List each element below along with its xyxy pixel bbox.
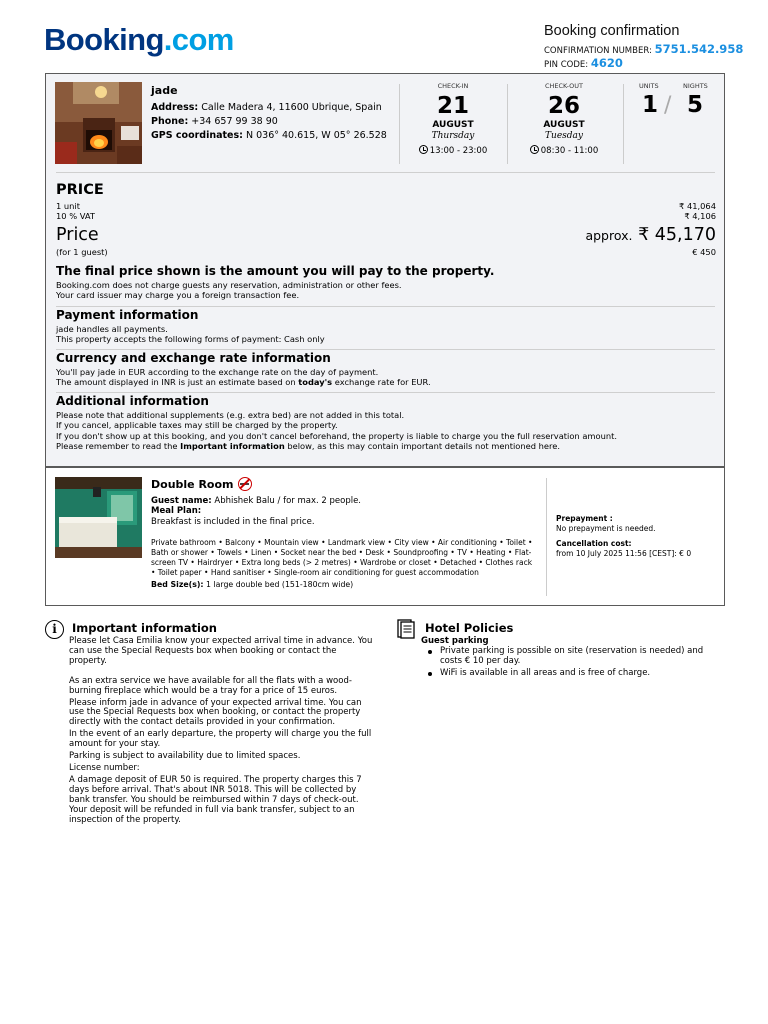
currency-text: The amount displayed in INR is just an estimate based on xyxy=(56,377,299,388)
currency-section xyxy=(56,351,716,388)
final-price-heading: The final price shown is the amount you will pay to the property. xyxy=(56,263,495,278)
prepayment-value: No prepayment is needed. xyxy=(556,523,656,533)
checkout-day: 26 xyxy=(547,93,580,119)
currency-text: exchange rate for EUR. xyxy=(332,377,431,388)
prepayment-label: Prepayment : xyxy=(556,514,613,523)
divider xyxy=(507,84,508,164)
address-label: Address: xyxy=(151,102,199,113)
total-price xyxy=(585,225,716,245)
hotel-gps xyxy=(151,129,391,143)
checkout-month: AUGUST xyxy=(543,120,585,130)
currency-line xyxy=(56,377,716,387)
important-paragraph: As an extra service we have available for all the flats with a wood-burning fireplace which would be a tray for a price of 15 euros. xyxy=(69,675,352,696)
guest-parking-heading: Guest parking xyxy=(421,636,489,646)
important-paragraph: A damage deposit of EUR 50 is required. The property charges this 7 days before arrival. That's about INR 5018. This will be collected by bank transfer. You should be reimbursed within 7 days of check-out. Your deposit will be refunded in full via bank transfer, subject to an inspection of the property. xyxy=(69,774,362,825)
payment-section xyxy=(56,308,716,345)
important-paragraph: In the event of an early departure, the property will charge you the full amount for your stay. xyxy=(69,729,372,750)
meal-plan-value: Breakfast is included in the final price. xyxy=(151,516,315,527)
checkout-label: CHECK-OUT xyxy=(544,82,584,90)
property-summary-box xyxy=(45,73,725,467)
list-item: WiFi is available in all areas and is free of charge. xyxy=(421,669,726,679)
additional-text: Please remember to read the xyxy=(56,440,181,451)
room-photo xyxy=(55,477,142,558)
price-section xyxy=(56,182,716,300)
guests-row xyxy=(56,247,716,257)
divider xyxy=(56,349,715,350)
pin-label: PIN CODE: xyxy=(544,60,589,70)
gps-label: GPS coordinates: xyxy=(151,130,243,141)
hotel-policies-title: Hotel Policies xyxy=(425,621,514,635)
phone-label: Phone: xyxy=(151,116,189,127)
unit-row xyxy=(56,201,716,211)
logo-suffix: .com xyxy=(163,22,234,57)
confirmation-number: 5751.542.958 xyxy=(654,42,744,56)
important-info-title: Important information xyxy=(72,621,217,635)
confirmation-block xyxy=(544,23,744,70)
room-facilities: Private bathroom • Balcony • Mountain view • Landmark view • City view • Air conditioning • Toilet • Bath or shower • Towels • Linen • Socket near the bed • Desk • Soundproofing • TV • Heating • Flat-screen TV • Hairdryer • Extra long beds (> 2 metres) • Wardrobe or closet • Detached • Clothes rack • Toilet paper • Hand sanitiser • Single-room air conditioning for guest accommodation xyxy=(151,538,533,577)
hotel-photo xyxy=(55,82,142,164)
important-info-text xyxy=(69,637,374,825)
additional-line: If you cancel, applicable taxes may still be charged by the property. xyxy=(56,420,338,431)
total-price-row xyxy=(56,225,716,245)
checkout-time xyxy=(511,145,617,156)
currency-heading: Currency and exchange rate information xyxy=(56,351,331,365)
additional-line: Please note that additional supplements (e.g. extra bed) are not added in this total. xyxy=(56,410,405,420)
checkin-label: CHECK-IN xyxy=(437,82,469,90)
unit-label: 1 unit xyxy=(56,201,80,211)
meal-plan-label xyxy=(151,506,536,516)
document-icon xyxy=(397,619,415,639)
phone-value: +34 657 99 38 90 xyxy=(191,116,278,127)
checkin-time-value: 13:00 - 23:00 xyxy=(429,146,488,156)
pin-code-line xyxy=(544,56,744,70)
bed-size-label: Bed Size(s): xyxy=(151,580,204,590)
checkout-block xyxy=(511,82,617,156)
final-price-line: Your card issuer may charge you a foreign transaction fee. xyxy=(56,290,300,301)
additional-text: below, as this may contain important details not mentioned here. xyxy=(284,440,560,451)
divider xyxy=(56,392,715,393)
clock-icon xyxy=(419,145,428,154)
price-heading: PRICE xyxy=(56,182,104,198)
unit-amount: ₹ 41,064 xyxy=(679,201,716,211)
separator-slash: / xyxy=(664,93,672,118)
room-payment-terms xyxy=(556,514,716,558)
logo-main: Booking xyxy=(44,22,164,57)
pin-code: 4620 xyxy=(590,56,623,70)
policies-list xyxy=(421,647,726,679)
guests-label: (for 1 guest) xyxy=(56,246,108,257)
additional-heading: Additional information xyxy=(56,394,209,408)
important-paragraph: License number: xyxy=(69,762,140,773)
additional-line xyxy=(56,441,716,451)
room-title-text: Double Room xyxy=(151,478,234,491)
vat-label: 10 % VAT xyxy=(56,211,95,222)
additional-bold: Important information xyxy=(180,440,285,451)
important-paragraph: Please inform jade in advance of your expected arrival time. You can use the Special Requests box when booking, or contact the property directly with the contact details provided in your confirmation. xyxy=(69,697,362,728)
divider xyxy=(56,306,715,307)
meal-plan-label-text: Meal Plan: xyxy=(151,506,202,517)
additional-section xyxy=(56,394,716,451)
divider xyxy=(546,478,547,596)
room-title xyxy=(151,477,536,491)
units-label: UNITS xyxy=(639,82,659,90)
cancellation-value: from 10 July 2025 11:56 [CEST]: € 0 xyxy=(556,548,692,558)
currency-line: You'll pay jade in EUR according to the exchange rate on the day of payment. xyxy=(56,367,379,377)
units-value: 1 xyxy=(642,92,659,118)
clock-icon xyxy=(530,145,539,154)
payment-line: jade handles all payments. xyxy=(56,324,168,334)
total-price-label: Price xyxy=(56,224,99,245)
checkin-time xyxy=(400,145,506,156)
payment-line: This property accepts the following forms of payment: Cash only xyxy=(56,334,325,345)
confirmation-number-line xyxy=(544,42,744,56)
hotel-address xyxy=(151,101,391,115)
guest-name xyxy=(151,496,536,506)
nights-label: NIGHTS xyxy=(683,82,708,90)
divider xyxy=(623,84,624,164)
no-smoking-icon xyxy=(238,477,252,491)
info-icon: i xyxy=(45,620,64,639)
total-price-amount: ₹ 45,170 xyxy=(638,224,716,245)
checkout-weekday: Tuesday xyxy=(545,131,583,141)
eur-amount: € 450 xyxy=(692,246,716,257)
checkin-block xyxy=(400,82,506,156)
checkin-weekday: Thursday xyxy=(431,131,475,141)
approx-label: approx. xyxy=(585,227,633,243)
vat-amount: ₹ 4,106 xyxy=(684,211,716,222)
page-title: Booking confirmation xyxy=(544,23,680,39)
units-nights-values xyxy=(636,92,726,122)
final-price-line: Booking.com does not charge guests any reservation, administration or other fees. xyxy=(56,279,402,290)
guest-name-label: Guest name: xyxy=(151,496,212,506)
bed-size xyxy=(151,580,536,590)
divider xyxy=(56,172,715,173)
guest-name-value: Abhishek Balu / for max. 2 people. xyxy=(214,496,362,506)
important-paragraph: Please let Casa Emilia know your expected arrival time in advance. You can use the Special Requests box when booking or contact the property. xyxy=(69,636,373,666)
gps-value: N 036° 40.615, W 05° 26.528 xyxy=(245,130,387,141)
nights-value: 5 xyxy=(687,92,704,118)
checkin-day: 21 xyxy=(436,93,469,119)
payment-heading: Payment information xyxy=(56,308,199,322)
booking-logo xyxy=(44,22,234,58)
room-info xyxy=(151,477,536,591)
address-value: Calle Madera 4, 11600 Ubrique, Spain xyxy=(201,102,382,113)
hotel-phone xyxy=(151,115,391,129)
hotel-name: jade xyxy=(151,84,178,97)
bed-size-value: 1 large double bed (151-180cm wide) xyxy=(206,580,354,590)
important-paragraph: Parking is subject to availability due to limited spaces. xyxy=(69,751,301,762)
cancellation-label: Cancellation cost: xyxy=(556,539,632,548)
additional-line: If you don't show up at this booking, and you don't cancel beforehand, the property is liable to charge you the full reservation amount. xyxy=(56,430,617,441)
confirmation-label: CONFIRMATION NUMBER: xyxy=(544,46,652,56)
checkout-time-value: 08:30 - 11:00 xyxy=(540,146,599,156)
hotel-policies-text xyxy=(421,637,726,681)
currency-bold: today's xyxy=(298,377,333,388)
checkin-month: AUGUST xyxy=(432,120,474,130)
hotel-info xyxy=(151,84,391,143)
list-item: Private parking is possible on site (reservation is needed) and costs € 10 per day. xyxy=(421,647,726,667)
vat-row xyxy=(56,211,716,221)
room-box xyxy=(45,467,725,606)
